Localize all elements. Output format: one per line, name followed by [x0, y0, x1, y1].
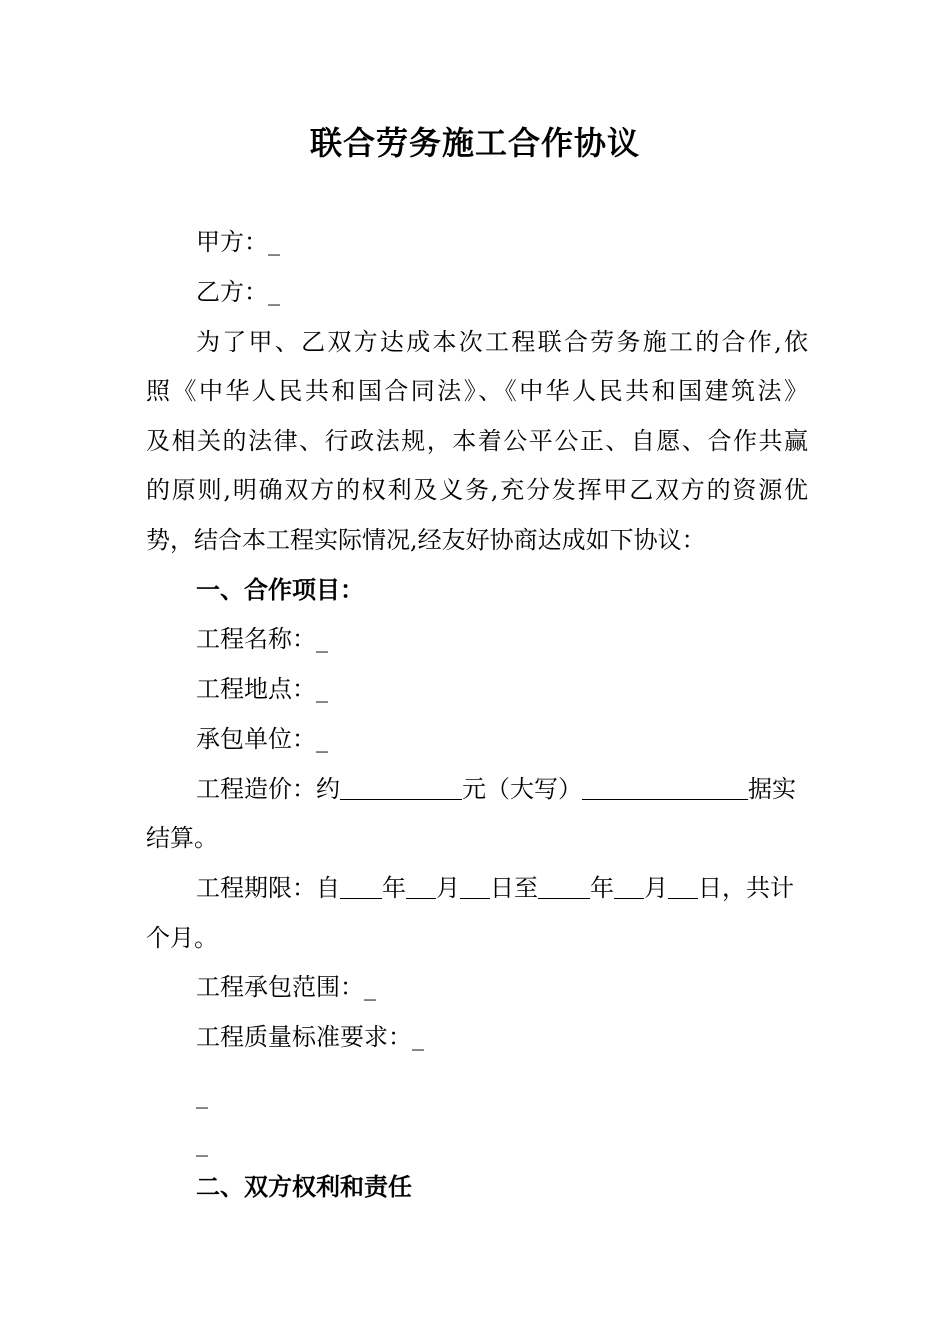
cost-uppercase-blank	[582, 775, 748, 800]
cost-amount-blank	[340, 775, 462, 800]
cost-tail: 据实	[748, 775, 796, 803]
period-end-month-blank	[614, 874, 644, 899]
scope-line: 工程承包范围：_	[196, 973, 376, 1001]
intro-line-3: 及相关的法律、行政法规，本着公平公正、自愿、合作共赢	[146, 427, 808, 455]
intro-line-2: 照《中华人民共和国合同法》、《中华人民共和国建筑法》	[146, 377, 808, 405]
period-start-day-blank	[460, 874, 490, 899]
period-end-day-blank	[668, 874, 698, 899]
cost-label: 工程造价：约	[196, 775, 340, 803]
period-line	[196, 871, 808, 905]
intro-line-4: 的原则,明确双方的权利及义务,充分发挥甲乙双方的资源优	[146, 476, 808, 504]
period-year: 年	[382, 874, 406, 902]
period-end: 日，共计	[698, 874, 794, 902]
party-a-line: 甲方：_	[196, 228, 280, 256]
quality-line: 工程质量标准要求：_	[196, 1023, 424, 1051]
period-day-to: 日至	[490, 874, 538, 902]
blank-line-2: _	[196, 1129, 208, 1157]
period-year-2: 年	[590, 874, 614, 902]
section-2-heading: 二、双方权利和责任	[196, 1172, 412, 1201]
cost-unit: 元（大写）	[462, 775, 582, 803]
cost-line	[196, 772, 808, 806]
period-month: 月	[436, 874, 460, 902]
document-title: 联合劳务施工合作协议	[309, 124, 640, 162]
section-1-heading: 一、合作项目：	[196, 575, 364, 604]
cost-continuation: 结算。	[146, 824, 218, 852]
contractor-line: 承包单位：_	[196, 725, 328, 753]
period-start-year-blank	[340, 874, 382, 899]
intro-line-1: 为了甲、乙双方达成本次工程联合劳务施工的合作,依	[196, 328, 808, 356]
period-label: 工程期限：自	[196, 874, 340, 902]
blank-line-1: _	[196, 1081, 208, 1109]
project-location-line: 工程地点：_	[196, 675, 328, 703]
project-name-line: 工程名称：_	[196, 625, 328, 653]
party-b-line: 乙方：_	[196, 278, 280, 306]
period-end-year-blank	[538, 874, 590, 899]
intro-line-5: 势，结合本工程实际情况,经友好协商达成如下协议：	[146, 526, 706, 554]
period-month-2: 月	[644, 874, 668, 902]
period-continuation: 个月。	[146, 924, 218, 952]
period-start-month-blank	[406, 874, 436, 899]
